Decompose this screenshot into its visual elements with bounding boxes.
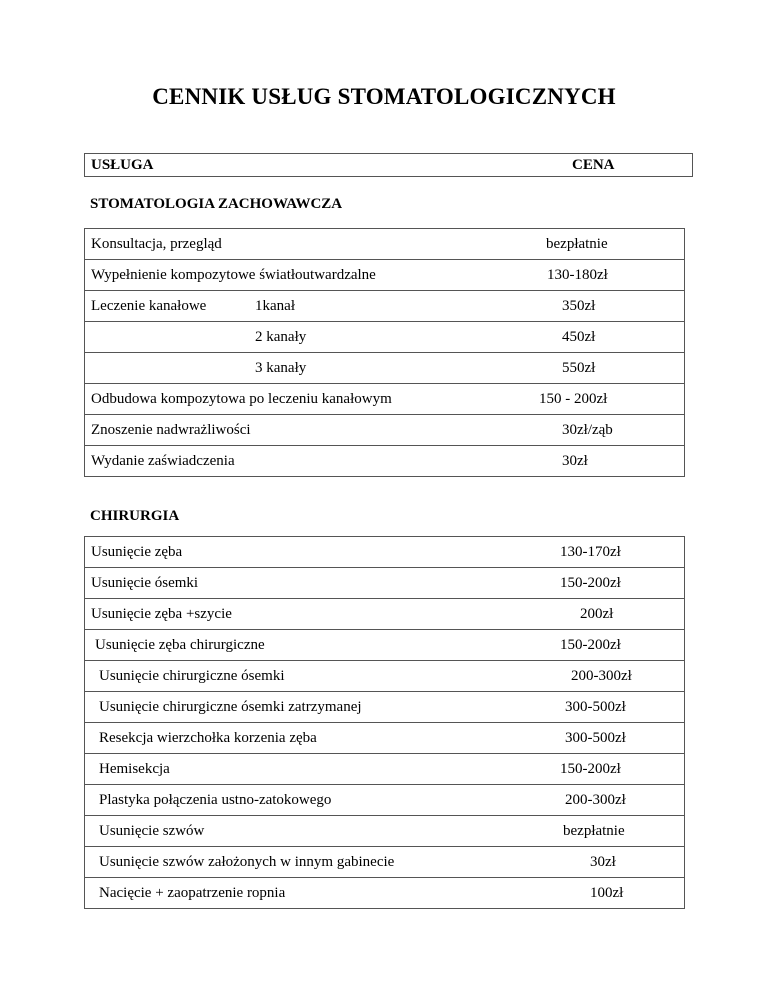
table-row [85,722,684,753]
table-row [85,259,684,290]
price-table-surgery [84,536,685,909]
price-value: 100zł [590,885,624,901]
table-row [85,660,684,691]
price-value: bezpłatnie [563,823,625,839]
price-value: 30zł [562,453,588,469]
service-label: Usunięcie zęba chirurgiczne [95,637,265,653]
price-value: 150 - 200zł [539,391,608,407]
table-row [85,414,684,445]
price-value: 300-500zł [565,730,626,746]
service-label: Usunięcie chirurgiczne ósemki zatrzymanej [99,699,362,715]
price-value: bezpłatnie [546,236,608,252]
table-row [85,229,684,259]
table-row [85,537,684,567]
price-value: 200zł [580,606,614,622]
price-value: 550zł [562,360,596,376]
service-sub-label: 1kanał [255,298,295,314]
header-price: CENA [572,157,615,173]
table-row [85,598,684,629]
table-row [85,691,684,722]
price-value: 350zł [562,298,596,314]
service-label: Usunięcie szwów [99,823,205,839]
price-value: 130-170zł [560,544,621,560]
service-label: Usunięcie ósemki [91,575,199,591]
service-label: Konsultacja, przegląd [91,236,222,252]
table-row [85,629,684,660]
price-value: 150-200zł [560,761,621,777]
price-value: 30zł/ząb [562,422,613,438]
service-label: Wydanie zaświadczenia [91,453,235,469]
price-value: 450zł [562,329,596,345]
service-label: Znoszenie nadwrażliwości [91,422,251,438]
price-value: 200-300zł [565,792,626,808]
price-value: 130-180zł [547,267,608,283]
table-row [85,753,684,784]
service-sub-label: 3 kanały [255,360,307,376]
price-value: 150-200zł [560,575,621,591]
table-row [85,445,684,476]
section-title: CHIRURGIA [90,508,180,524]
service-label: Nacięcie + zaopatrzenie ropnia [99,885,286,901]
table-row [85,383,684,414]
service-sub-label: 2 kanały [255,329,307,345]
service-label: Leczenie kanałowe [91,298,207,314]
service-label: Resekcja wierzchołka korzenia zęba [99,730,317,746]
table-row [85,877,684,908]
service-label: Plastyka połączenia ustno-zatokowego [99,792,332,808]
header-service: USŁUGA [91,157,154,173]
page-title: CENNIK USŁUG STOMATOLOGICZNYCH [152,84,616,109]
price-value: 200-300zł [571,668,632,684]
price-value: 150-200zł [560,637,621,653]
service-label: Usunięcie zęba +szycie [91,606,232,622]
service-label: Wypełnienie kompozytowe światłoutwardzalne [91,267,376,283]
table-row [85,567,684,598]
service-label: Hemisekcja [99,761,170,777]
table-row [85,846,684,877]
section-title: STOMATOLOGIA ZACHOWAWCZA [90,196,343,212]
service-label: Usunięcie szwów założonych w innym gabinecie [99,854,395,870]
table-header [84,153,693,177]
price-table-conservative [84,228,685,477]
service-label: Usunięcie chirurgiczne ósemki [99,668,285,684]
table-row [85,290,684,321]
table-row [85,352,684,383]
service-label: Odbudowa kompozytowa po leczeniu kanałowym [91,391,392,407]
table-row [85,321,684,352]
price-value: 300-500zł [565,699,626,715]
service-label: Usunięcie zęba [91,544,183,560]
table-row [85,784,684,815]
table-row [85,815,684,846]
price-value: 30zł [590,854,616,870]
